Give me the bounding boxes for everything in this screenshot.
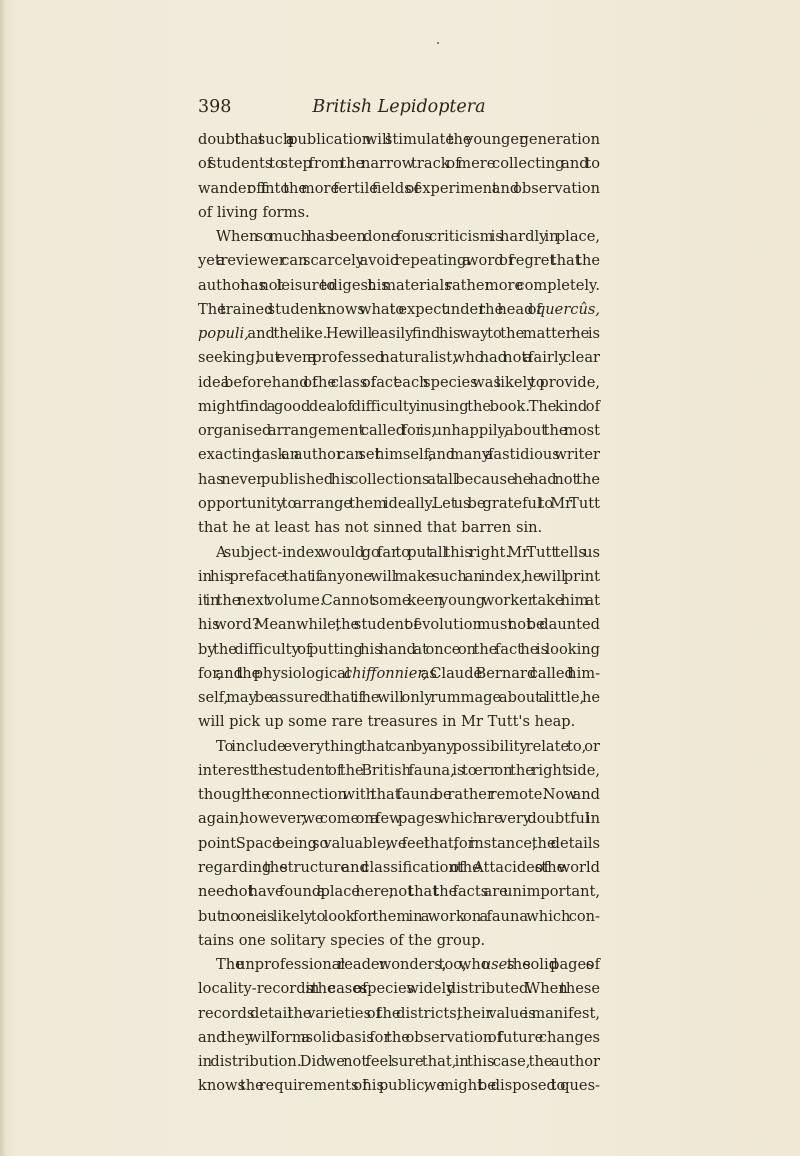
text-line: [198, 371, 600, 395]
text-segment: seeking, but even a professed naturalist, who had not a fairly clear: [198, 349, 600, 367]
text-segment: wander off into the more fertile fields of experiment and observation: [198, 179, 600, 197]
text-segment: regarding the structure and classification of the Attacides of the world: [198, 858, 600, 876]
text-segment: locality-records in the case of species widely distributed. When these: [198, 980, 600, 998]
text-line: [198, 1002, 600, 1026]
text-line: [198, 686, 600, 710]
italic-text: quercûs,: [535, 300, 600, 318]
text-segment: but no one is likely to look for them in a work on a fauna which con-: [198, 907, 600, 925]
text-line: [198, 152, 600, 176]
text-segment: in distribution. Did we not feel sure that, in this case, the author: [198, 1053, 600, 1071]
text-line: [198, 516, 600, 540]
text-line: [198, 492, 600, 516]
text-line: [198, 128, 600, 152]
text-segment: point. Space being so valuable, we feel that, for instance, the details: [198, 834, 600, 852]
text-line: [198, 298, 600, 322]
text-line: [198, 953, 600, 977]
text-segment: as Claude Bernard called him-: [427, 664, 601, 682]
text-segment: To include everything that can by any possibility relate to, or: [216, 737, 600, 755]
text-line: [198, 929, 600, 953]
body-text: [198, 128, 600, 1099]
text-line: [198, 880, 600, 904]
italic-text: uses: [481, 956, 515, 974]
italic-text: populi,: [198, 325, 249, 343]
text-line: [198, 832, 600, 856]
text-line: [198, 783, 600, 807]
text-segment: again, however, we come on a few pages which are very doubtful in: [198, 810, 600, 828]
text-line: [198, 346, 600, 370]
text-segment: organised arrangement called for is, unhappily, about the most: [198, 422, 600, 440]
text-segment: idea beforehand of the class of fact each species was likely to provide,: [198, 373, 600, 391]
text-line: [198, 201, 600, 225]
text-line: [198, 589, 600, 613]
text-segment: knows the requirements of his public, we might be disposed to ques-: [198, 1077, 600, 1095]
text-segment: will pick up some rare treasures in Mr Tutt's heap.: [198, 713, 576, 731]
text-line: [198, 905, 600, 929]
text-segment: records detail the varieties of the districts, their value is manifest,: [198, 1004, 600, 1022]
text-segment: The unprofessional reader wonders, too, who: [216, 956, 482, 974]
text-line: [198, 443, 600, 467]
text-segment: author has not leisure to digest his materials rather more completely.: [198, 276, 600, 294]
text-segment: for, and the physiological: [198, 664, 344, 682]
text-segment: need not have found a place here, not that the facts are unimportant,: [198, 883, 600, 901]
text-segment: has never published his collections at all because he had not the: [198, 470, 600, 488]
text-segment: though the connection with that fauna be rather remote. Now and: [198, 786, 600, 804]
text-line: [198, 1074, 600, 1098]
text-line: [198, 468, 600, 492]
text-line: [198, 177, 600, 201]
text-line: [198, 1050, 600, 1074]
text-segment: doubt that such a publication will stimulate the younger generation: [198, 131, 600, 148]
text-segment: and they will form a solid basis for the observation of future changes: [198, 1028, 600, 1046]
text-segment: and the like. He will easily find his way to the matter he is: [248, 325, 600, 343]
text-segment: opportunity to arrange them ideally. Let us be grateful to Mr Tutt: [198, 494, 600, 512]
text-segment: the solid pages of: [514, 956, 600, 974]
text-line: [198, 565, 600, 589]
text-segment: A subject-index would go far to put all this right. Mr Tutt tells us: [216, 543, 600, 561]
text-line: [198, 977, 600, 1001]
text-segment: his word? Meanwhile, the student of evolution must not be daunted: [198, 616, 600, 634]
text-segment: it in the next volume. Cannot some keen young worker take him at: [198, 592, 600, 610]
text-segment: of students to step from the narrow track of mere collecting and to: [198, 155, 600, 173]
text-segment: yet a reviewer can scarcely avoid repeating a word of regret that the: [198, 252, 600, 270]
ink-speck: [437, 42, 439, 44]
text-line: [198, 1026, 600, 1050]
text-segment: might find a good deal of difficulty in using the book. The kind of: [198, 397, 600, 415]
page-number: 398: [198, 97, 232, 117]
text-line: [198, 419, 600, 443]
text-line: [198, 638, 600, 662]
text-line: [198, 613, 600, 637]
running-header: [198, 94, 600, 120]
text-segment: in his preface that if anyone will make such an index, he will print: [198, 567, 600, 585]
text-line: [198, 274, 600, 298]
text-line: [198, 662, 600, 686]
text-line: [198, 249, 600, 273]
text-line: [198, 710, 600, 734]
text-segment: interest the student of the British fauna, is to err on the right side,: [198, 761, 600, 779]
running-title: British Lepidoptera: [312, 97, 486, 117]
text-segment: tains one solitary species of the group.: [198, 931, 486, 949]
text-segment: The trained student knows what to expect under the head of: [198, 300, 536, 318]
text-segment: exacting task an author can set himself, and many a fastidious writer: [198, 446, 600, 464]
text-segment: of living forms.: [198, 203, 310, 221]
text-segment: When so much has been done for us criticism is hardly in place,: [216, 228, 600, 246]
text-segment: self, may be assured that if he will only rummage about a little, he: [198, 689, 600, 707]
gutter-shadow: [0, 0, 6, 1156]
text-segment: by the difficulty of putting his hand at once on the fact he is looking: [198, 640, 600, 658]
text-line: [198, 225, 600, 249]
text-segment: that he at least has not sinned that barren sin.: [198, 519, 543, 537]
text-line: [198, 856, 600, 880]
text-line: [198, 395, 600, 419]
text-line: [198, 807, 600, 831]
text-line: [198, 735, 600, 759]
text-line: [198, 759, 600, 783]
text-line: [198, 322, 600, 346]
text-line: [198, 541, 600, 565]
italic-text: chiffonnier,: [343, 664, 428, 682]
